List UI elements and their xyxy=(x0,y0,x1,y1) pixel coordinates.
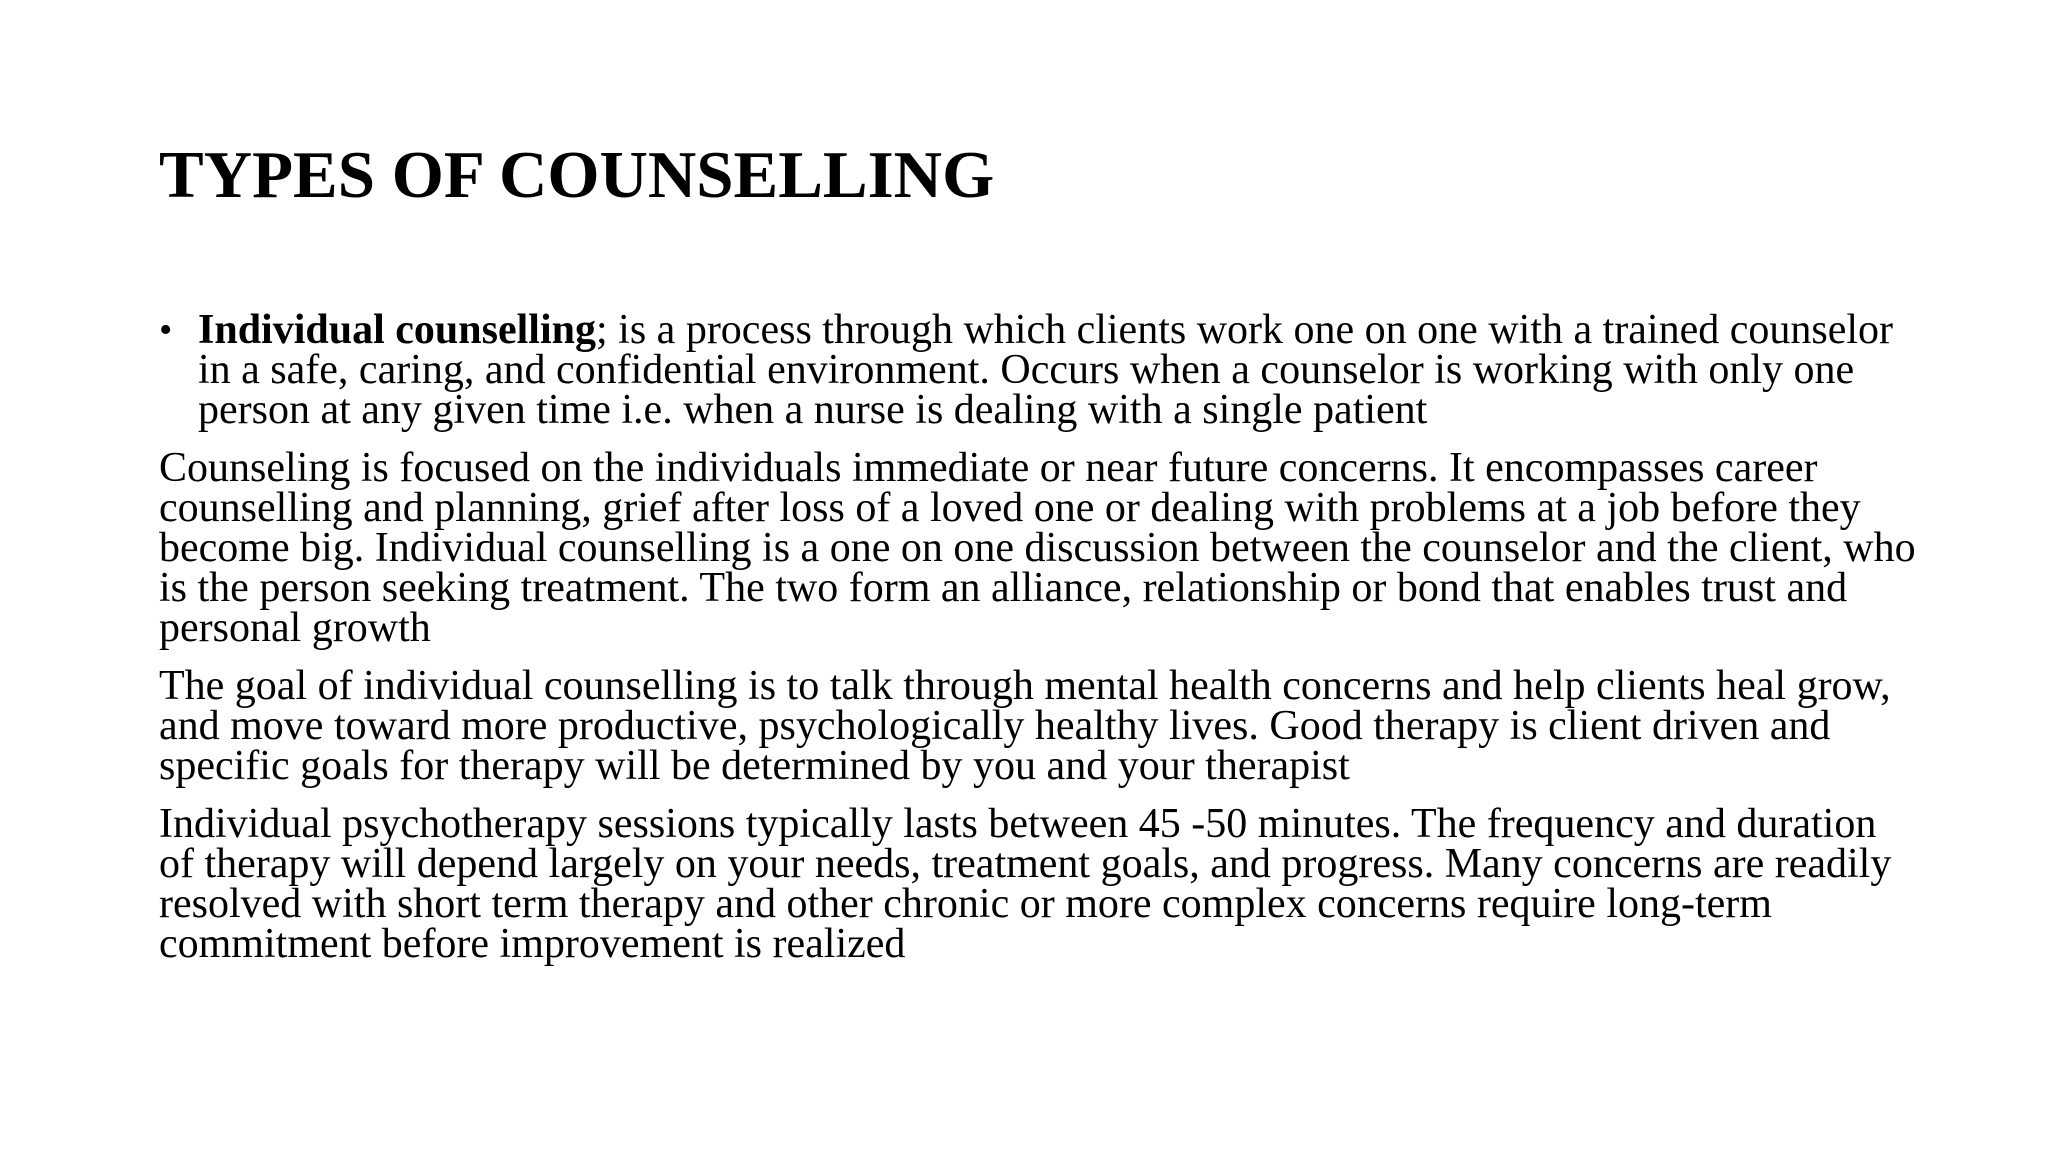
paragraph-scope: Counseling is focused on the individuals immediate or near future concerns. It encompasses career counselling and planning, grief after loss of a loved one or dealing with problems at a job before they become big. Individual counselling is a one on one discussion between the counselor and the client, who is the person seeking treatment. The two form an alliance, relationship or bond that enables trust and personal growth xyxy=(159,445,1916,651)
bullet-bold-lead: Individual counselling xyxy=(198,307,596,353)
bullet-body-text: ; is a process through which clients work one on one with a trained counselor in a safe, caring, and confidential environment. Occurs when a counselor is working with only one person at any given time i.e. when a nurse is dealing with a single patient xyxy=(198,307,1894,433)
slide-body xyxy=(159,307,1919,982)
paragraph-sessions: Individual psychotherapy sessions typically lasts between 45 -50 minutes. The frequency and duration of therapy will depend largely on your needs, treatment goals, and progress. Many concerns are readily resolved with short term therapy and other chronic or more complex concerns require long-term commitment before improvement is realized xyxy=(159,801,1892,967)
bullet-marker: • xyxy=(159,309,173,351)
bullet-text xyxy=(198,307,1893,433)
bullet-item xyxy=(159,307,1919,433)
paragraph-goal: The goal of individual counselling is to talk through mental health concerns and help clients heal grow, and move toward more productive, psychologically healthy lives. Good therapy is client driven and specific goals for therapy will be determined by you and your therapist xyxy=(159,663,1891,789)
slide-title: TYPES OF COUNSELLING xyxy=(159,138,995,212)
